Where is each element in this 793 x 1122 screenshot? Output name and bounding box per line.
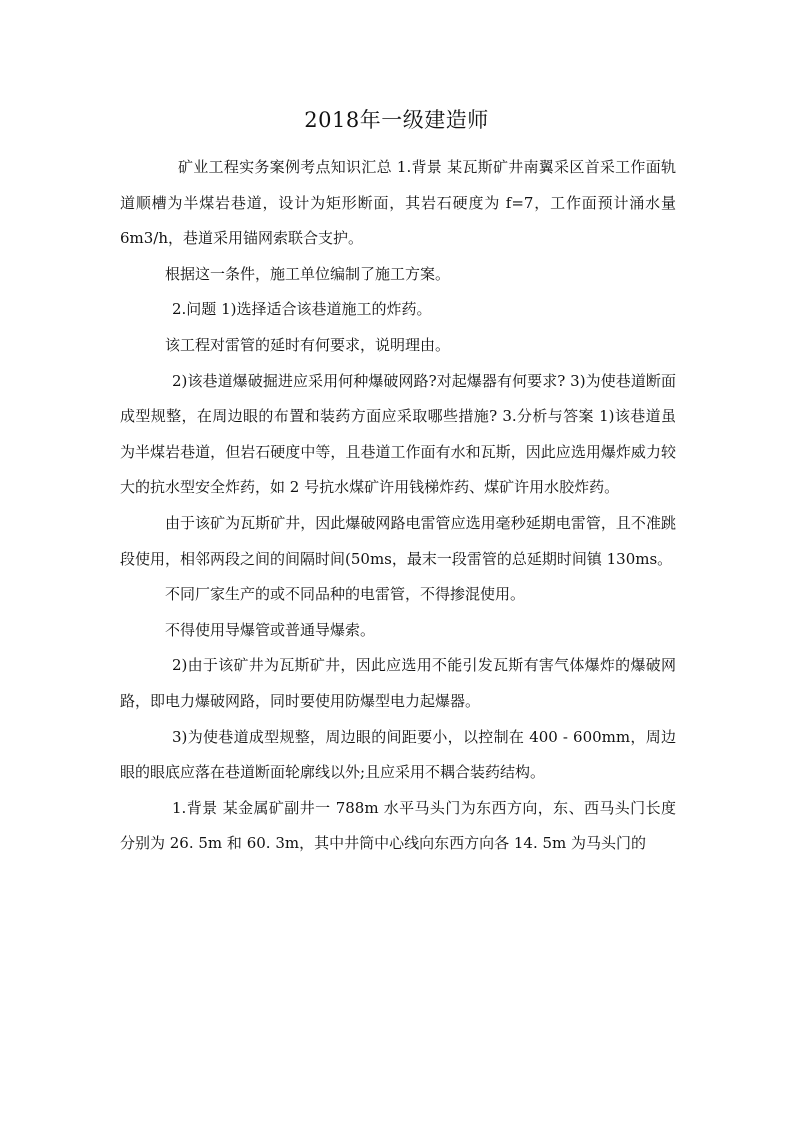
paragraph: 不同厂家生产的或不同品种的电雷管，不得掺混使用。 bbox=[165, 585, 526, 604]
paragraph: 矿业工程实务案例考点知识汇总 1.背景 某瓦斯矿井南翼采区首采工作面轨道顺槽为半煤岩巷道，设计为矩形断面，其岩石硬度为 f=7，工作面预计涌水量 6m3/h，巷道采用锚网索联合支护。 bbox=[120, 158, 676, 248]
paragraph: 1.背景 某金属矿副井一 788m 水平马头门为东西方向，东、西马头门长度分别为 26. 5m 和 60. 3m，其中井筒中心线向东西方向各 14. 5m 为马头门的 bbox=[120, 798, 676, 853]
paragraph: 2)由于该矿井为瓦斯矿井，因此应选用不能引发瓦斯有害气体爆炸的爆破网路，即电力爆破网路，同时要使用防爆型电力起爆器。 bbox=[120, 656, 676, 710]
paragraph: 该工程对雷管的延时有何要求，说明理由。 bbox=[165, 335, 451, 354]
paragraph: 根据这一条件，施工单位编制了施工方案。 bbox=[165, 264, 451, 283]
paragraph: 由于该矿为瓦斯矿井，因此爆破网路电雷管应选用毫秒延期电雷管，且不准跳段使用，相邻两段之间的间隔时间(50ms，最末一段雷管的总延期时间镇 130ms。 bbox=[120, 513, 676, 568]
document-body bbox=[120, 150, 676, 862]
document-title: 2018年一级建造师 bbox=[304, 108, 489, 132]
paragraph: 不得使用导爆管或普通导爆索。 bbox=[165, 620, 376, 639]
paragraph: 2)该巷道爆破掘进应采用何种爆破网路?对起爆器有何要求? 3)为使巷道断面成型规整，在周边眼的布置和装药方面应采取哪些措施? 3.分析与答案 1)该巷道虽为半煤岩巷道，但岩石硬度中等，且巷道工作面有水和瓦斯，因此应选用爆炸威力较大的抗水型安全炸药，如 2 号抗水煤矿许用钱梯炸药、煤矿许用水胶炸药。 bbox=[120, 371, 676, 497]
paragraph: 2.问题 1)选择适合该巷道施工的炸药。 bbox=[172, 300, 432, 319]
paragraph: 3)为使巷道成型规整，周边眼的间距要小，以控制在 400 - 600mm，周边眼的眼底应落在巷道断面轮廓线以外;且应采用不耦合装药结构。 bbox=[120, 727, 676, 782]
